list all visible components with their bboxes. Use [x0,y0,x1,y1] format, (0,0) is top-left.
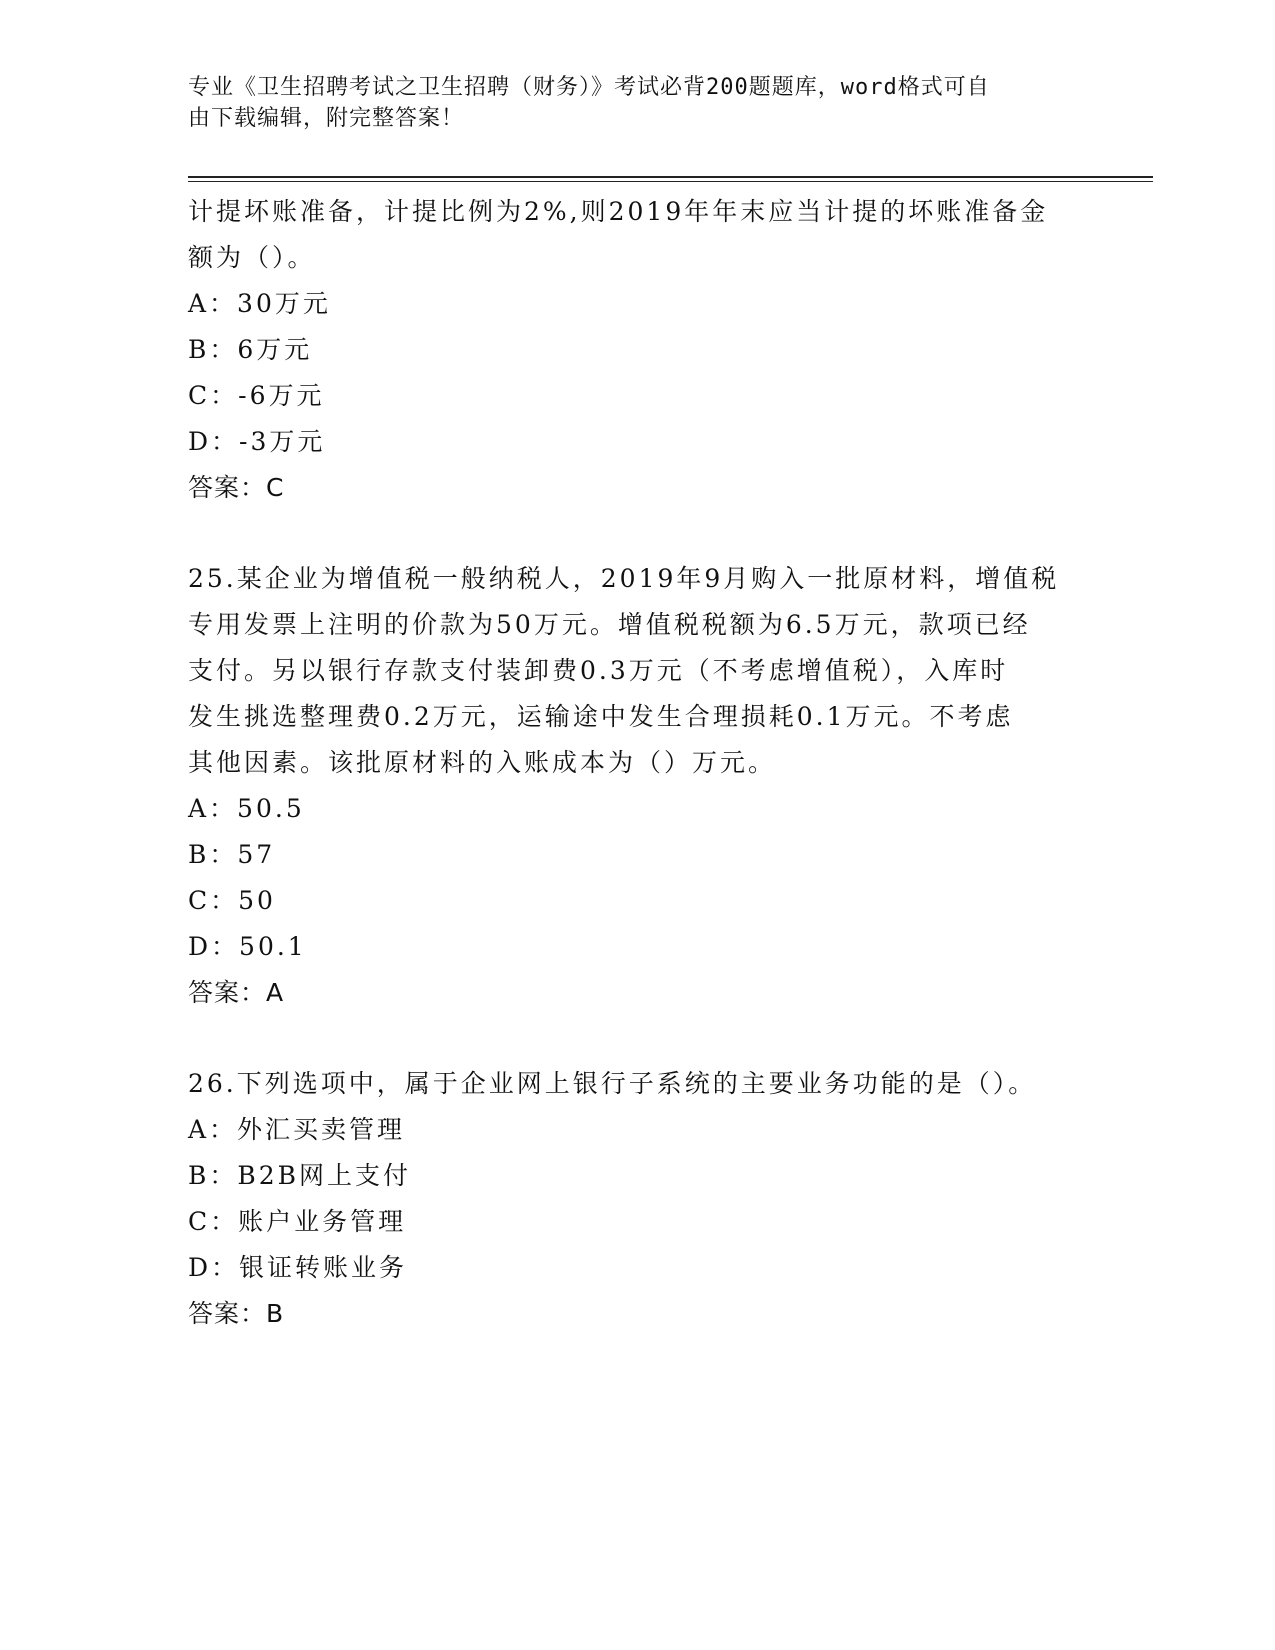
question-stem-line: 计提坏账准备，计提比例为2%,则2019年年末应当计提的坏账准备金 [188,197,1049,226]
option-a: A：30万元 [188,289,331,318]
option-b: B：B2B网上支付 [188,1161,412,1190]
option-a: A：50.5 [188,794,305,823]
option-a: A：外汇买卖管理 [188,1115,406,1144]
question-stem-line: 额为（）。 [188,243,316,272]
question-25 [188,556,1088,1016]
question-stem-line: 支付。另以银行存款支付装卸费0.3万元（不考虑增值税），入库时 [188,656,1009,685]
question-stem-line: 发生挑选整理费0.2万元，运输途中发生合理损耗0.1万元。不考虑 [188,702,1014,731]
option-b: B：57 [188,840,276,869]
question-stem-line: 25.某企业为增值税一般纳税人，2019年9月购入一批原材料，增值税 [188,564,1060,593]
header-line-2: 由下载编辑，附完整答案！ [188,106,465,131]
header-divider-thick [188,176,1153,178]
answer-line: 答案：A [188,978,285,1007]
answer-line: 答案：C [188,473,285,502]
question-spacer [188,511,1088,556]
question-list [188,189,1088,1337]
option-c: C：-6万元 [188,381,325,410]
document-header [188,72,1068,134]
question-26 [188,1061,1088,1337]
header-divider-thin [188,181,1153,182]
question-stem-line: 专用发票上注明的价款为50万元。增值税税额为6.5万元，款项已经 [188,610,1031,639]
header-line-1: 专业《卫生招聘考试之卫生招聘（财务）》考试必背200题题库，word格式可自 [188,75,990,100]
option-c: C：账户业务管理 [188,1207,407,1236]
option-c: C：50 [188,886,276,915]
question-stem-line: 26.下列选项中，属于企业网上银行子系统的主要业务功能的是（）。 [188,1069,1037,1098]
option-d: D：50.1 [188,932,307,961]
option-d: D：-3万元 [188,427,326,456]
question-24 [188,189,1088,511]
option-d: D：银证转账业务 [188,1253,408,1282]
question-spacer [188,1016,1088,1061]
option-b: B：6万元 [188,335,313,364]
answer-line: 答案：B [188,1299,285,1328]
question-stem-line: 其他因素。该批原材料的入账成本为（）万元。 [188,748,777,777]
